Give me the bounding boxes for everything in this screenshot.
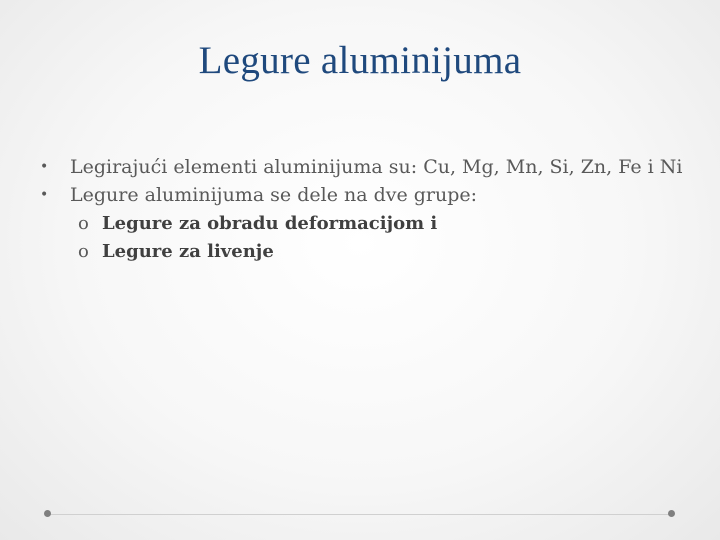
bullet-marker: • xyxy=(40,187,49,203)
sub-bullet-marker: o xyxy=(78,213,89,234)
sub-bullet-item xyxy=(40,210,690,238)
right-dot-ornament xyxy=(668,510,675,517)
sub-bullet-marker: o xyxy=(78,241,89,262)
bullet-item xyxy=(40,182,690,208)
sub-bullet-text: Legure za livenje xyxy=(102,241,274,262)
bullet-marker: • xyxy=(40,159,49,175)
sub-bullet-text: Legure za obradu deformacijom i xyxy=(102,213,438,234)
bullet-text: Legirajući elementi aluminijuma su: Cu, Mg, Mn, Si, Zn, Fe i Ni xyxy=(70,156,683,178)
bullet-text: Legure aluminijuma se dele na dve grupe: xyxy=(70,184,478,206)
slide-title: Legure aluminijuma xyxy=(198,39,522,82)
sub-bullet-item xyxy=(40,238,690,266)
slide-content xyxy=(40,154,690,266)
footer-divider xyxy=(48,514,672,515)
left-dot-ornament xyxy=(44,510,51,517)
bullet-item xyxy=(40,154,690,180)
